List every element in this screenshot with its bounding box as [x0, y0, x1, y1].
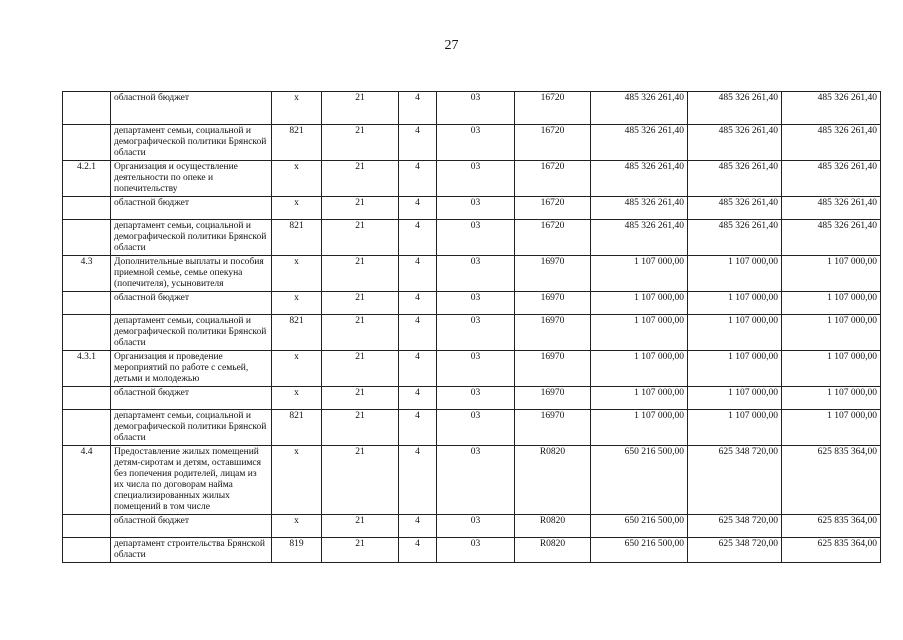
amount-year-1: 1 107 000,00	[591, 387, 688, 410]
code-direction: 16720	[515, 125, 591, 161]
code-subprogram: 4	[399, 125, 437, 161]
code-grbs: 819	[272, 538, 322, 563]
code-grbs: 821	[272, 315, 322, 351]
amount-year-2: 485 326 261,40	[688, 220, 782, 256]
row-name: Предоставление жилых помещений детям-сиротам и детям, оставшимся без попечения родителей, лицам из их числа по договорам найма специализированных жилых помещений в том числе	[111, 446, 272, 515]
code-direction: 16970	[515, 410, 591, 446]
row-name: областной бюджет	[111, 197, 272, 220]
amount-year-1: 485 326 261,40	[591, 161, 688, 197]
table-row	[63, 410, 881, 446]
code-program: 21	[322, 125, 399, 161]
amount-year-2: 1 107 000,00	[688, 410, 782, 446]
table-body	[63, 92, 881, 563]
amount-year-2: 625 348 720,00	[688, 515, 782, 538]
amount-year-3: 625 835 364,00	[782, 446, 881, 515]
code-grbs: x	[272, 161, 322, 197]
code-grbs: 821	[272, 125, 322, 161]
code-subprogram: 4	[399, 220, 437, 256]
table-row	[63, 92, 881, 125]
row-number: 4.2.1	[63, 161, 111, 197]
amount-year-1: 485 326 261,40	[591, 125, 688, 161]
row-name: департамент семьи, социальной и демографической политики Брянской области	[111, 125, 272, 161]
row-number	[63, 92, 111, 125]
table-row	[63, 125, 881, 161]
code-subprogram: 4	[399, 351, 437, 387]
amount-year-3: 625 835 364,00	[782, 515, 881, 538]
amount-year-1: 1 107 000,00	[591, 351, 688, 387]
code-subprogram: 4	[399, 446, 437, 515]
amount-year-3: 1 107 000,00	[782, 410, 881, 446]
row-name: областной бюджет	[111, 387, 272, 410]
amount-year-1: 1 107 000,00	[591, 292, 688, 315]
amount-year-2: 1 107 000,00	[688, 387, 782, 410]
code-program: 21	[322, 315, 399, 351]
row-number	[63, 292, 111, 315]
amount-year-2: 485 326 261,40	[688, 161, 782, 197]
code-direction: R0820	[515, 515, 591, 538]
code-main-event: 03	[437, 351, 515, 387]
row-name: областной бюджет	[111, 92, 272, 125]
code-grbs: x	[272, 256, 322, 292]
amount-year-3: 485 326 261,40	[782, 220, 881, 256]
amount-year-1: 650 216 500,00	[591, 515, 688, 538]
amount-year-2: 485 326 261,40	[688, 92, 782, 125]
code-subprogram: 4	[399, 161, 437, 197]
code-program: 21	[322, 387, 399, 410]
code-program: 21	[322, 161, 399, 197]
amount-year-2: 1 107 000,00	[688, 292, 782, 315]
amount-year-3: 485 326 261,40	[782, 161, 881, 197]
code-main-event: 03	[437, 387, 515, 410]
amount-year-2: 485 326 261,40	[688, 197, 782, 220]
row-number	[63, 387, 111, 410]
code-main-event: 03	[437, 256, 515, 292]
code-subprogram: 4	[399, 515, 437, 538]
amount-year-3: 485 326 261,40	[782, 197, 881, 220]
code-main-event: 03	[437, 92, 515, 125]
code-grbs: x	[272, 446, 322, 515]
table-row	[63, 351, 881, 387]
amount-year-1: 1 107 000,00	[591, 256, 688, 292]
page-number: 27	[444, 38, 459, 53]
code-grbs: x	[272, 387, 322, 410]
code-subprogram: 4	[399, 292, 437, 315]
table-row	[63, 315, 881, 351]
code-subprogram: 4	[399, 315, 437, 351]
row-name: департамент семьи, социальной и демографической политики Брянской области	[111, 220, 272, 256]
code-program: 21	[322, 538, 399, 563]
row-number	[63, 197, 111, 220]
amount-year-3: 485 326 261,40	[782, 92, 881, 125]
amount-year-2: 625 348 720,00	[688, 538, 782, 563]
amount-year-3: 625 835 364,00	[782, 538, 881, 563]
code-direction: 16720	[515, 197, 591, 220]
code-direction: 16720	[515, 220, 591, 256]
code-program: 21	[322, 515, 399, 538]
amount-year-2: 625 348 720,00	[688, 446, 782, 515]
amount-year-1: 1 107 000,00	[591, 315, 688, 351]
code-grbs: x	[272, 292, 322, 315]
code-program: 21	[322, 446, 399, 515]
code-program: 21	[322, 220, 399, 256]
amount-year-1: 485 326 261,40	[591, 92, 688, 125]
table-row	[63, 446, 881, 515]
row-name: департамент семьи, социальной и демографической политики Брянской области	[111, 315, 272, 351]
amount-year-3: 1 107 000,00	[782, 315, 881, 351]
code-direction: 16970	[515, 387, 591, 410]
code-subprogram: 4	[399, 387, 437, 410]
code-main-event: 03	[437, 125, 515, 161]
amount-year-3: 1 107 000,00	[782, 387, 881, 410]
table-row	[63, 256, 881, 292]
code-grbs: x	[272, 92, 322, 125]
row-name: областной бюджет	[111, 292, 272, 315]
amount-year-2: 1 107 000,00	[688, 256, 782, 292]
code-direction: 16720	[515, 161, 591, 197]
row-number: 4.3	[63, 256, 111, 292]
amount-year-1: 650 216 500,00	[591, 538, 688, 563]
row-number	[63, 125, 111, 161]
row-name: департамент семьи, социальной и демографической политики Брянской области	[111, 410, 272, 446]
budget-table	[62, 91, 881, 563]
row-name: Организация и проведение мероприятий по работе с семьей, детьми и молодежью	[111, 351, 272, 387]
amount-year-1: 485 326 261,40	[591, 197, 688, 220]
amount-year-2: 1 107 000,00	[688, 315, 782, 351]
row-number	[63, 220, 111, 256]
table-row	[63, 387, 881, 410]
code-direction: 16970	[515, 256, 591, 292]
amount-year-3: 485 326 261,40	[782, 125, 881, 161]
code-grbs: x	[272, 515, 322, 538]
row-number: 4.3.1	[63, 351, 111, 387]
code-subprogram: 4	[399, 410, 437, 446]
code-main-event: 03	[437, 410, 515, 446]
code-grbs: 821	[272, 410, 322, 446]
amount-year-1: 650 216 500,00	[591, 446, 688, 515]
code-main-event: 03	[437, 292, 515, 315]
code-main-event: 03	[437, 161, 515, 197]
table-row	[63, 197, 881, 220]
amount-year-1: 485 326 261,40	[591, 220, 688, 256]
amount-year-2: 1 107 000,00	[688, 351, 782, 387]
code-program: 21	[322, 92, 399, 125]
table-row	[63, 515, 881, 538]
row-name: Дополнительные выплаты и пособия приемной семье, семье опекуна (попечителя), усыновителя	[111, 256, 272, 292]
table-row	[63, 161, 881, 197]
row-number	[63, 315, 111, 351]
row-number	[63, 410, 111, 446]
amount-year-3: 1 107 000,00	[782, 351, 881, 387]
code-direction: R0820	[515, 446, 591, 515]
row-number	[63, 538, 111, 563]
amount-year-2: 485 326 261,40	[688, 125, 782, 161]
code-main-event: 03	[437, 538, 515, 563]
code-main-event: 03	[437, 315, 515, 351]
amount-year-1: 1 107 000,00	[591, 410, 688, 446]
code-program: 21	[322, 292, 399, 315]
table-row	[63, 220, 881, 256]
row-name: Организация и осуществление деятельности по опеке и попечительству	[111, 161, 272, 197]
code-direction: 16720	[515, 92, 591, 125]
code-subprogram: 4	[399, 92, 437, 125]
code-program: 21	[322, 410, 399, 446]
row-number: 4.4	[63, 446, 111, 515]
code-main-event: 03	[437, 220, 515, 256]
code-main-event: 03	[437, 197, 515, 220]
table-row	[63, 538, 881, 563]
code-grbs: x	[272, 197, 322, 220]
code-grbs: x	[272, 351, 322, 387]
code-program: 21	[322, 256, 399, 292]
row-name: областной бюджет	[111, 515, 272, 538]
code-program: 21	[322, 351, 399, 387]
row-number	[63, 515, 111, 538]
code-subprogram: 4	[399, 256, 437, 292]
table-row	[63, 292, 881, 315]
amount-year-3: 1 107 000,00	[782, 292, 881, 315]
row-name: департамент строительства Брянской области	[111, 538, 272, 563]
code-direction: R0820	[515, 538, 591, 563]
code-program: 21	[322, 197, 399, 220]
amount-year-3: 1 107 000,00	[782, 256, 881, 292]
code-subprogram: 4	[399, 197, 437, 220]
code-main-event: 03	[437, 446, 515, 515]
code-direction: 16970	[515, 292, 591, 315]
code-main-event: 03	[437, 515, 515, 538]
code-direction: 16970	[515, 351, 591, 387]
code-grbs: 821	[272, 220, 322, 256]
code-direction: 16970	[515, 315, 591, 351]
code-subprogram: 4	[399, 538, 437, 563]
